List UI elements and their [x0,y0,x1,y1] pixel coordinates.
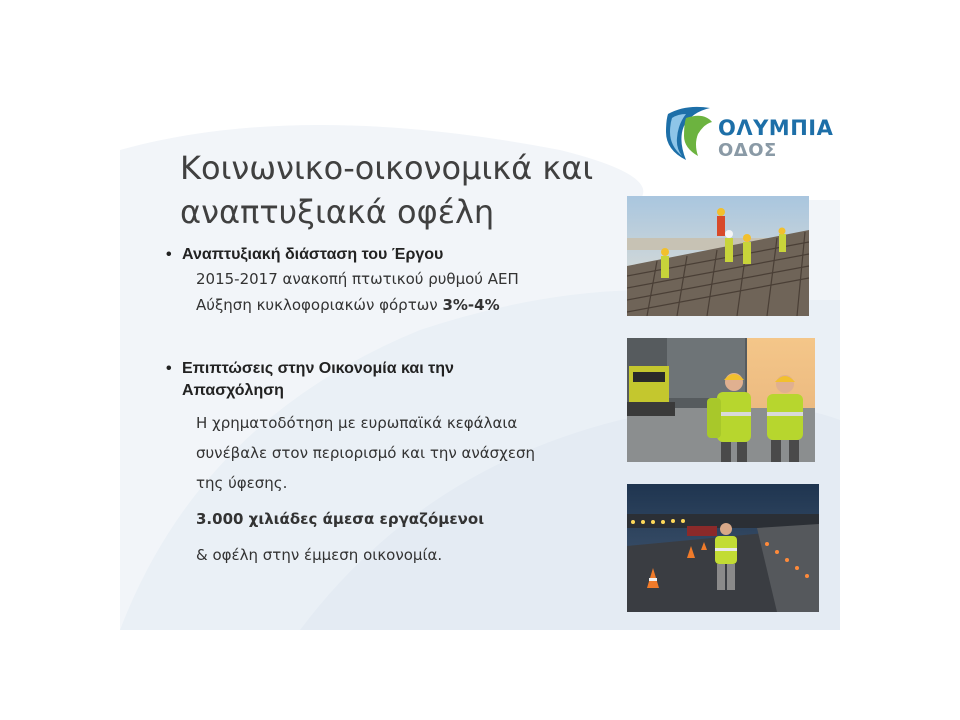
funding-line2: συνέβαλε στον περιορισμό και την ανάσχεση [196,444,535,462]
traffic-line-text: Αύξηση κυκλοφοριακών φόρτων [196,296,443,314]
employment-line-bold: 3.000 χιλιάδες άμεσα εργαζόμενοι [196,510,485,528]
slide-title [180,146,620,234]
slide-content [166,244,606,570]
bullet-development [166,244,606,266]
title-line2: αναπτυξιακά οφέλη [180,193,495,231]
bullet-economy-heading-line2: Απασχόληση [182,382,284,399]
employment-line [166,504,606,534]
bullet-dot-icon: • [166,360,172,377]
traffic-line [166,292,606,318]
gdp-line: 2015-2017 ανακοπή πτωτικού ρυθμού ΑΕΠ [196,270,519,288]
funding-line1: Η χρηματοδότηση με ευρωπαϊκά κεφάλαια [196,414,518,432]
bullet-economy [166,358,606,402]
bullet-economy-heading-line1: Επιπτώσεις στην Οικονομία και την [182,360,454,377]
funding-line3: της ύφεσης. [196,474,288,492]
night-road-worker-photo [627,484,819,612]
bullet-development-heading: Αναπτυξιακή διάσταση του Έργου [182,246,444,263]
bridge-construction-photo [627,196,809,316]
logo-text-line2: ΟΔΟΣ [718,140,777,161]
bullet-dot-icon: • [166,246,172,263]
toll-workers-photo [627,338,815,462]
indirect-economy-line: & οφέλη στην έμμεση οικονομία. [196,546,443,564]
traffic-line-percent: 3%-4% [442,296,500,314]
logo-mark-icon [664,104,716,164]
title-line1: Κοινωνικο-οικονομικά και [180,149,594,187]
olympia-odos-logo [664,104,834,164]
logo-text-line1: ΟΛΥΜΠΙΑ [718,116,834,140]
